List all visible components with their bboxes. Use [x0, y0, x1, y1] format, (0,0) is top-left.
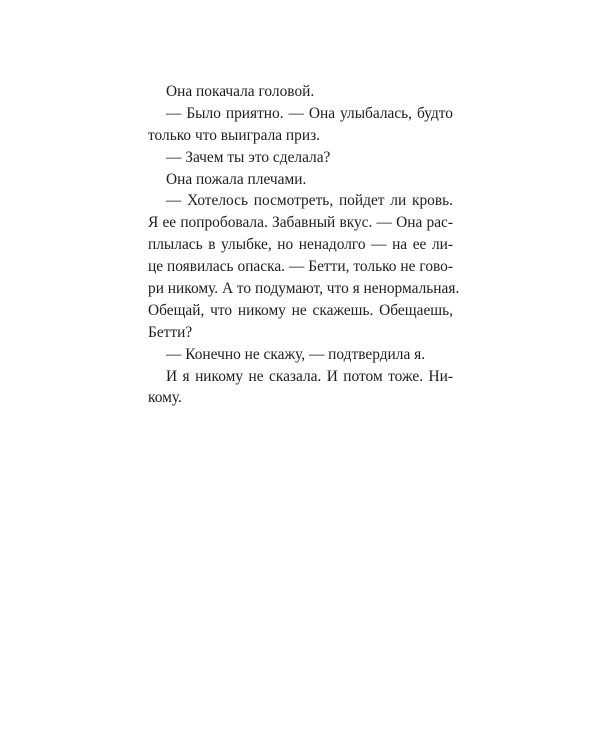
text-line: И я никому не сказала. И потом тоже. Ни- [166, 367, 453, 385]
text-line: кому. [148, 389, 182, 407]
text-line: Она пожала плечами. [166, 170, 307, 188]
text-line: — Зачем ты это сделала? [166, 148, 331, 166]
text-line: плылась в улыбке, но ненадолго — на ее ли- [148, 236, 453, 254]
text-line: — Было приятно. — Она улыбалась, будто [166, 104, 453, 122]
text-line: — Конечно не скажу, — подтвердила я. [166, 345, 426, 363]
body-text [148, 81, 460, 409]
text-line: це появилась опаска. — Бетти, только не гово- [148, 258, 453, 276]
text-line: — Хотелось посмотреть, пойдет ли кровь. [166, 192, 453, 210]
text-line: ри никому. А то подумают, что я ненормальная. [148, 280, 460, 298]
text-line: Я ее попробовала. Забавный вкус. — Она рас- [148, 214, 453, 232]
text-line: только что выиграла приз. [148, 126, 321, 144]
text-line: Она покачала головой. [166, 83, 315, 100]
text-line: Обещай, что никому не скажешь. Обещаешь, [148, 301, 453, 319]
text-line: Бетти? [148, 323, 193, 341]
